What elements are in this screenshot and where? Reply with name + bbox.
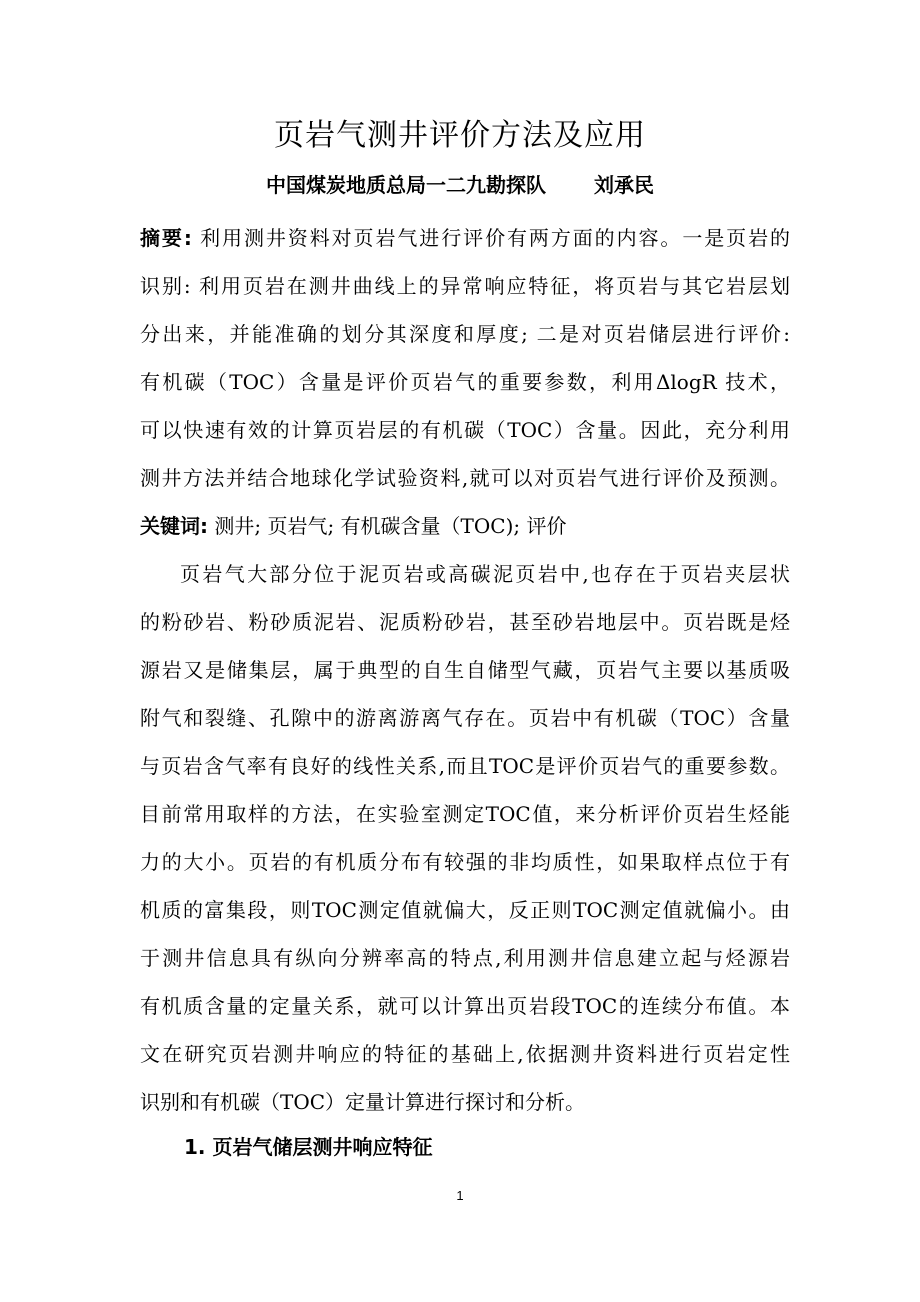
- body-line: 有机质含量的定量关系，就可以计算出页岩段TOC的连续分布值。本: [140, 994, 790, 1018]
- abstract-line: 摘要: 利用测井资料对页岩气进行评价有两方面的内容。一是页岩的: [140, 226, 791, 250]
- abstract-line: 有机碳（TOC）含量是评价页岩气的重要参数，利用ΔlogR 技术，: [140, 370, 790, 394]
- keywords-text: 测井; 页岩气; 有机碳含量（TOC); 评价: [214, 514, 567, 538]
- abstract-line: 测井方法并结合地球化学试验资料,就可以对页岩气进行评价及预测。: [140, 466, 790, 490]
- body-line: 目前常用取样的方法，在实验室测定TOC值，来分析评价页岩生烃能: [140, 802, 790, 826]
- affiliation-line: [0, 165, 920, 205]
- author-name: 刘承民: [594, 173, 654, 197]
- body-paragraph: [140, 550, 790, 1126]
- section-heading: 1. 页岩气储层测井响应特征: [184, 1135, 433, 1159]
- affiliation: 中国煤炭地质总局一二九勘探队: [266, 173, 546, 197]
- body-line: 源岩又是储集层，属于典型的自生自储型气藏，页岩气主要以基质吸: [140, 658, 790, 682]
- abstract: [140, 214, 790, 502]
- body-line: 识别和有机碳（TOC）定量计算进行探讨和分析。: [140, 1090, 586, 1114]
- page-number: 1: [456, 1188, 464, 1203]
- abstract-line: 可以快速有效的计算页岩层的有机碳（TOC）含量。因此，充分利用: [140, 418, 790, 442]
- body-line: 页岩气大部分位于泥页岩或高碳泥页岩中,也存在于页岩夹层状: [180, 562, 790, 586]
- abstract-line: 识别: 利用页岩在测井曲线上的异常响应特征，将页岩与其它岩层划: [140, 274, 790, 298]
- abstract-line: 分出来，并能准确的划分其深度和厚度; 二是对页岩储层进行评价:: [140, 322, 790, 346]
- keywords-line: [140, 502, 790, 550]
- body-line: 于测井信息具有纵向分辨率高的特点,利用测井信息建立起与烃源岩: [140, 946, 790, 970]
- body-line: 文在研究页岩测井响应的特征的基础上,依据测井资料进行页岩定性: [140, 1042, 790, 1066]
- body-line: 与页岩含气率有良好的线性关系,而且TOC是评价页岩气的重要参数。: [140, 754, 790, 778]
- body-line: 的粉砂岩、粉砂质泥岩、泥质粉砂岩，甚至砂岩地层中。页岩既是烃: [140, 610, 790, 634]
- body-line: 力的大小。页岩的有机质分布有较强的非均质性，如果取样点位于有: [140, 850, 790, 874]
- abstract-label: 摘要:: [140, 226, 192, 250]
- body-line: 机质的富集段，则TOC测定值就偏大，反正则TOC测定值就偏小。由: [140, 898, 790, 922]
- keywords: [140, 502, 790, 550]
- keywords-label: 关键词:: [140, 514, 208, 538]
- paper-title: 页岩气测井评价方法及应用: [274, 118, 646, 153]
- body-line: 附气和裂缝、孔隙中的游离游离气存在。页岩中有机碳（TOC）含量: [140, 706, 790, 730]
